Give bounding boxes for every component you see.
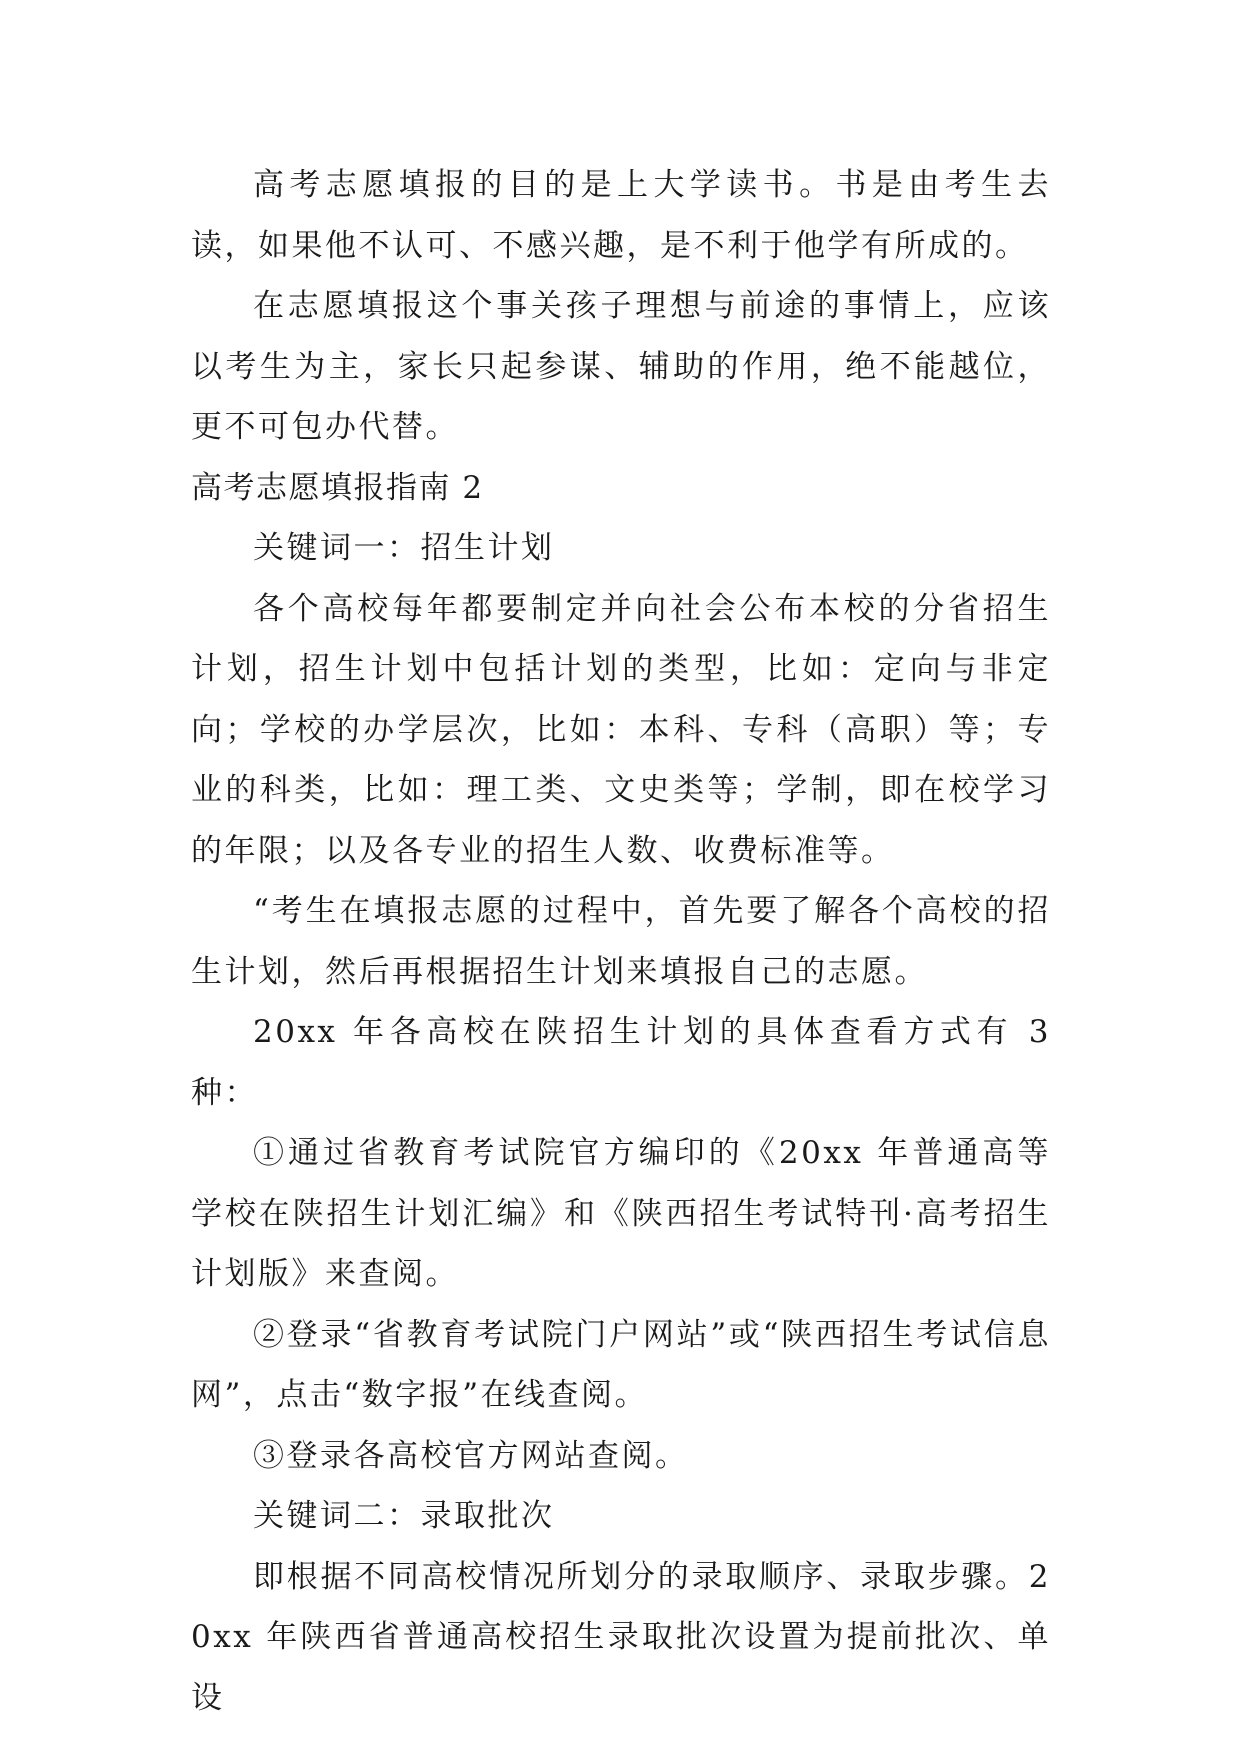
section-heading: 高考志愿填报指南 2: [191, 469, 484, 506]
keyword-one-heading: 关键词一：招生计划: [253, 530, 555, 566]
list-item-way-three: ③登录各高校官方网站查阅。: [253, 1437, 689, 1474]
paragraph-purpose: 高考志愿填报的目的是上大学读书。书是由考生去读，如果他不认可、不感兴趣，是不利于他学有所成的。: [191, 167, 1051, 264]
document-body: [191, 155, 1051, 1728]
paragraph-three-ways: 20xx 年各高校在陕招生计划的具体查看方式有 3 种：: [191, 1014, 1051, 1111]
paragraph-understand-plan: “考生在填报志愿的过程中，首先要了解各个高校的招生计划，然后再根据招生计划来填报自己的志愿。: [191, 893, 1051, 990]
list-item-way-one: ①通过省教育考试院官方编印的《20xx 年普通高等学校在陕招生计划汇编》和《陕西招生考试特刊·高考招生计划版》来查阅。: [191, 1135, 1051, 1292]
paragraph-student-led: 在志愿填报这个事关孩子理想与前途的事情上，应该以考生为主，家长只起参谋、辅助的作用，绝不能越位，更不可包办代替。: [191, 288, 1051, 445]
paragraph-enrollment-plan: 各个高校每年都要制定并向社会公布本校的分省招生计划，招生计划中包括计划的类型，比如：定向与非定向；学校的办学层次，比如：本科、专科（高职）等；专业的科类，比如：理工类、文史类等；学制，即在校学习的年限；以及各专业的招生人数、收费标准等。: [191, 590, 1051, 869]
keyword-two-heading: 关键词二：录取批次: [253, 1498, 555, 1534]
paragraph-admission-batch: 即根据不同高校情况所划分的录取顺序、录取步骤。20xx 年陕西省普通高校招生录取批次设置为提前批次、单设: [191, 1558, 1051, 1716]
list-item-way-two: ②登录“省教育考试院门户网站”或“陕西招生考试信息网”，点击“数字报”在线查阅。: [191, 1316, 1051, 1413]
